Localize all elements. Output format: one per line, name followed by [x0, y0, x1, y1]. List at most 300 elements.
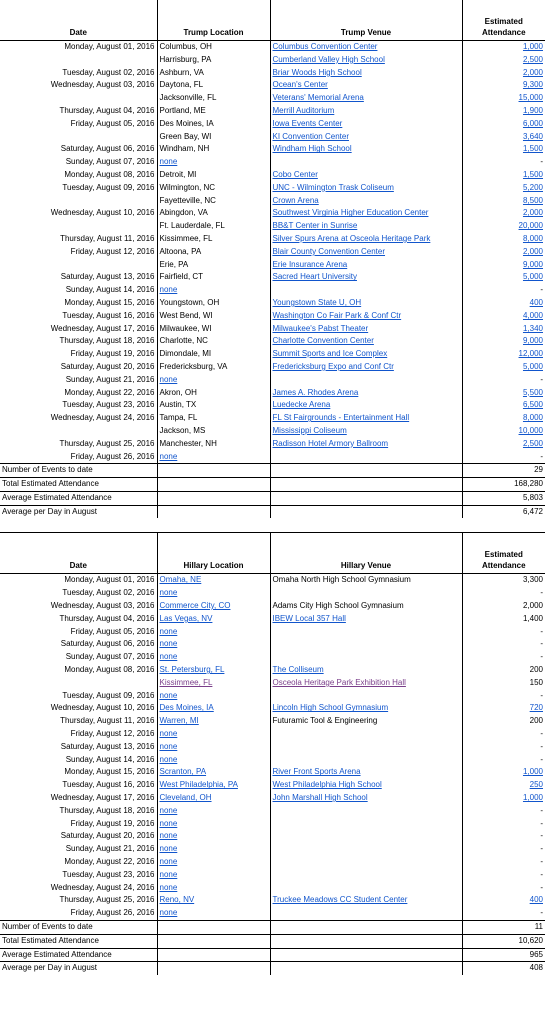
location-cell: Fredericksburg, VA — [157, 361, 270, 374]
location-cell[interactable]: none — [157, 651, 270, 664]
venue-cell[interactable]: James A. Rhodes Arena — [270, 387, 462, 400]
venue-cell — [270, 690, 462, 703]
venue-cell[interactable]: Mississippi Coliseum — [270, 425, 462, 438]
attendance-cell: 200 — [529, 665, 543, 675]
location-cell: Dimondale, MI — [157, 348, 270, 361]
summary-empty — [157, 464, 270, 478]
venue-cell — [270, 374, 462, 387]
date-cell: Tuesday, August 02, 2016 — [0, 67, 157, 80]
date-cell: Wednesday, August 24, 2016 — [0, 882, 157, 895]
location-cell[interactable]: none — [157, 284, 270, 297]
table-row — [0, 843, 545, 856]
table-row — [0, 741, 545, 754]
venue-cell[interactable]: West Philadelphia High School — [270, 779, 462, 792]
location-cell: Akron, OH — [157, 387, 270, 400]
date-cell: Sunday, August 14, 2016 — [0, 754, 157, 767]
date-cell: Monday, August 22, 2016 — [0, 387, 157, 400]
date-cell: Thursday, August 04, 2016 — [0, 613, 157, 626]
location-cell[interactable]: West Philadelphia, PA — [157, 779, 270, 792]
location-cell[interactable]: Commerce City, CO — [157, 600, 270, 613]
table-row — [0, 638, 545, 651]
venue-cell — [270, 830, 462, 843]
location-cell[interactable]: Cleveland, OH — [157, 792, 270, 805]
table-row — [0, 856, 545, 869]
venue-cell[interactable]: Fredericksburg Expo and Conf Ctr — [270, 361, 462, 374]
venue-cell[interactable]: Youngstown State U, OH — [270, 297, 462, 310]
attendance-cell: - — [540, 882, 543, 892]
table-row — [0, 361, 545, 374]
summary-empty — [270, 921, 462, 935]
table-row — [0, 67, 545, 80]
location-cell[interactable]: St. Petersburg, FL — [157, 664, 270, 677]
attendance-cell: 9,300 — [522, 80, 543, 90]
summary-label: Number of Events to date — [0, 464, 157, 478]
table-row — [0, 105, 545, 118]
attendance-cell: 12,000 — [518, 349, 543, 359]
table-row — [0, 613, 545, 626]
attendance-cell: 8,000 — [522, 413, 543, 423]
date-cell: Sunday, August 21, 2016 — [0, 843, 157, 856]
location-cell[interactable]: none — [157, 856, 270, 869]
venue-cell[interactable]: Charlotte Convention Center — [270, 335, 462, 348]
summary-label: Average Estimated Attendance — [0, 948, 157, 962]
location-cell: Des Moines, IA — [157, 118, 270, 131]
location-cell[interactable]: Warren, MI — [157, 715, 270, 728]
table-row — [0, 259, 545, 272]
venue-cell — [270, 587, 462, 600]
attendance-cell: 10,000 — [518, 425, 543, 435]
location-cell[interactable]: Omaha, NE — [157, 574, 270, 587]
summary-row — [0, 921, 545, 935]
table-row — [0, 143, 545, 156]
location-cell[interactable]: none — [157, 451, 270, 464]
hillary-table — [0, 532, 545, 975]
location-cell: West Bend, WI — [157, 310, 270, 323]
location-cell[interactable]: none — [157, 830, 270, 843]
location-cell: Altoona, PA — [157, 246, 270, 259]
summary-row — [0, 934, 545, 948]
date-cell — [0, 425, 157, 438]
table-row — [0, 574, 545, 587]
location-cell[interactable]: none — [157, 754, 270, 767]
attendance-cell: 9,000 — [522, 259, 543, 269]
venue-cell[interactable]: Columbus Convention Center — [270, 41, 462, 54]
summary-empty — [157, 478, 270, 492]
table-row — [0, 882, 545, 895]
location-cell: Jackson, MS — [157, 425, 270, 438]
attendance-cell: 6,000 — [522, 118, 543, 128]
date-cell: Wednesday, August 03, 2016 — [0, 600, 157, 613]
summary-value: 11 — [462, 921, 545, 935]
table-row — [0, 348, 545, 361]
date-cell: Friday, August 19, 2016 — [0, 818, 157, 831]
summary-empty — [270, 505, 462, 518]
date-cell: Wednesday, August 10, 2016 — [0, 702, 157, 715]
date-cell: Tuesday, August 09, 2016 — [0, 182, 157, 195]
attendance-cell: 1,500 — [522, 169, 543, 179]
location-cell: Ft. Lauderdale, FL — [157, 220, 270, 233]
summary-empty — [270, 478, 462, 492]
attendance-cell: 400 — [529, 895, 543, 905]
table-row — [0, 792, 545, 805]
table-row — [0, 54, 545, 67]
venue-cell[interactable]: Crown Arena — [270, 195, 462, 208]
location-cell[interactable]: none — [157, 843, 270, 856]
table-row — [0, 412, 545, 425]
location-cell: Harrisburg, PA — [157, 54, 270, 67]
date-cell: Sunday, August 21, 2016 — [0, 374, 157, 387]
date-cell: Thursday, August 04, 2016 — [0, 105, 157, 118]
location-cell[interactable]: none — [157, 638, 270, 651]
venue-cell — [270, 626, 462, 639]
date-cell: Friday, August 05, 2016 — [0, 118, 157, 131]
attendance-cell: 3,300 — [522, 575, 543, 585]
table-row — [0, 310, 545, 323]
location-cell[interactable]: none — [157, 690, 270, 703]
venue-cell[interactable]: Summit Sports and Ice Complex — [270, 348, 462, 361]
location-cell[interactable]: none — [157, 728, 270, 741]
table-row — [0, 246, 545, 259]
summary-label: Number of Events to date — [0, 921, 157, 935]
date-cell — [0, 220, 157, 233]
date-cell: Monday, August 01, 2016 — [0, 41, 157, 54]
attendance-cell: 150 — [529, 677, 543, 687]
date-cell — [0, 195, 157, 208]
table-row — [0, 323, 545, 336]
date-cell: Tuesday, August 16, 2016 — [0, 310, 157, 323]
location-cell: Milwaukee, WI — [157, 323, 270, 336]
header-attendance: Estimated Attendance — [462, 533, 545, 574]
table-row — [0, 451, 545, 464]
attendance-cell: 15,000 — [518, 93, 543, 103]
location-cell[interactable]: none — [157, 374, 270, 387]
table-row — [0, 169, 545, 182]
date-cell: Wednesday, August 17, 2016 — [0, 792, 157, 805]
date-cell: Friday, August 19, 2016 — [0, 348, 157, 361]
venue-cell[interactable]: Silver Spurs Arena at Osceola Heritage Park — [270, 233, 462, 246]
venue-cell[interactable]: Merrill Auditorium — [270, 105, 462, 118]
attendance-cell: - — [540, 831, 543, 841]
date-cell: Saturday, August 06, 2016 — [0, 143, 157, 156]
summary-empty — [157, 962, 270, 975]
venue-cell[interactable]: Sacred Heart University — [270, 271, 462, 284]
attendance-cell: 5,500 — [522, 387, 543, 397]
attendance-cell: 3,640 — [522, 131, 543, 141]
table-row — [0, 715, 545, 728]
date-cell: Friday, August 26, 2016 — [0, 907, 157, 920]
summary-empty — [157, 505, 270, 518]
summary-value: 168,280 — [462, 478, 545, 492]
date-cell: Sunday, August 07, 2016 — [0, 156, 157, 169]
venue-cell[interactable]: Osceola Heritage Park Exhibition Hall — [270, 677, 462, 690]
summary-label: Total Estimated Attendance — [0, 478, 157, 492]
table-row — [0, 587, 545, 600]
table-row — [0, 220, 545, 233]
attendance-cell: - — [540, 805, 543, 815]
location-cell[interactable]: none — [157, 882, 270, 895]
summary-value: 29 — [462, 464, 545, 478]
venue-cell[interactable]: Southwest Virginia Higher Education Center — [270, 207, 462, 220]
date-cell: Friday, August 26, 2016 — [0, 451, 157, 464]
date-cell: Monday, August 08, 2016 — [0, 169, 157, 182]
venue-cell — [270, 651, 462, 664]
date-cell: Monday, August 08, 2016 — [0, 664, 157, 677]
summary-value: 965 — [462, 948, 545, 962]
location-cell[interactable]: Kissimmee, FL — [157, 677, 270, 690]
venue-cell[interactable]: UNC - Wilmington Trask Coliseum — [270, 182, 462, 195]
summary-row — [0, 948, 545, 962]
summary-value: 10,620 — [462, 934, 545, 948]
table-row — [0, 766, 545, 779]
table-row — [0, 779, 545, 792]
attendance-cell: 1,400 — [522, 613, 543, 623]
venue-cell — [270, 741, 462, 754]
summary-empty — [270, 934, 462, 948]
attendance-cell: 2,000 — [522, 67, 543, 77]
attendance-cell: - — [540, 754, 543, 764]
attendance-cell: 6,500 — [522, 400, 543, 410]
date-cell: Wednesday, August 17, 2016 — [0, 323, 157, 336]
venue-cell[interactable]: Iowa Events Center — [270, 118, 462, 131]
table-row — [0, 156, 545, 169]
attendance-cell: 250 — [529, 780, 543, 790]
location-cell: Manchester, NH — [157, 438, 270, 451]
location-cell: Wilmington, NC — [157, 182, 270, 195]
summary-label: Average per Day in August — [0, 505, 157, 518]
date-cell: Saturday, August 13, 2016 — [0, 741, 157, 754]
location-cell[interactable]: none — [157, 156, 270, 169]
venue-cell[interactable]: Ocean's Center — [270, 79, 462, 92]
venue-cell — [270, 805, 462, 818]
location-cell: Jacksonville, FL — [157, 92, 270, 105]
venue-cell[interactable]: Blair County Convention Center — [270, 246, 462, 259]
attendance-cell: 200 — [529, 716, 543, 726]
date-cell: Monday, August 22, 2016 — [0, 856, 157, 869]
venue-cell[interactable]: Briar Woods High School — [270, 67, 462, 80]
table-row — [0, 600, 545, 613]
date-cell: Monday, August 01, 2016 — [0, 574, 157, 587]
attendance-cell: - — [540, 908, 543, 918]
attendance-cell: - — [540, 588, 543, 598]
attendance-cell: 1,900 — [522, 105, 543, 115]
date-cell: Wednesday, August 10, 2016 — [0, 207, 157, 220]
location-cell[interactable]: none — [157, 741, 270, 754]
venue-cell[interactable]: Cobo Center — [270, 169, 462, 182]
venue-cell[interactable]: Erie Insurance Arena — [270, 259, 462, 272]
venue-cell[interactable]: Radisson Hotel Armory Ballroom — [270, 438, 462, 451]
location-cell: Ashburn, VA — [157, 67, 270, 80]
table-row — [0, 297, 545, 310]
attendance-cell: 5,000 — [522, 272, 543, 282]
table-row — [0, 690, 545, 703]
table-row — [0, 233, 545, 246]
venue-cell[interactable]: Veterans' Memorial Arena — [270, 92, 462, 105]
date-cell: Thursday, August 25, 2016 — [0, 894, 157, 907]
venue-cell[interactable]: Luedecke Arena — [270, 399, 462, 412]
date-cell: Tuesday, August 23, 2016 — [0, 399, 157, 412]
date-cell: Tuesday, August 09, 2016 — [0, 690, 157, 703]
date-cell: Friday, August 12, 2016 — [0, 246, 157, 259]
location-cell[interactable]: none — [157, 818, 270, 831]
location-cell[interactable]: Las Vegas, NV — [157, 613, 270, 626]
venue-cell[interactable]: John Marshall High School — [270, 792, 462, 805]
venue-cell — [270, 869, 462, 882]
header-location: Trump Location — [157, 0, 270, 41]
table-row — [0, 626, 545, 639]
summary-empty — [270, 962, 462, 975]
location-cell: Columbus, OH — [157, 41, 270, 54]
location-cell[interactable]: none — [157, 907, 270, 920]
venue-cell — [270, 843, 462, 856]
location-cell: Erie, PA — [157, 259, 270, 272]
attendance-cell: - — [540, 690, 543, 700]
location-cell[interactable]: none — [157, 626, 270, 639]
header-location: Hillary Location — [157, 533, 270, 574]
summary-label: Average Estimated Attendance — [0, 491, 157, 505]
location-cell: Green Bay, WI — [157, 131, 270, 144]
attendance-cell: - — [540, 157, 543, 167]
date-cell: Thursday, August 25, 2016 — [0, 438, 157, 451]
date-cell: Tuesday, August 02, 2016 — [0, 587, 157, 600]
table-row — [0, 869, 545, 882]
venue-cell — [270, 638, 462, 651]
venue-cell — [270, 728, 462, 741]
location-cell: Daytona, FL — [157, 79, 270, 92]
table-row — [0, 374, 545, 387]
date-cell: Thursday, August 18, 2016 — [0, 805, 157, 818]
attendance-cell: 1,000 — [522, 42, 543, 51]
table-row — [0, 399, 545, 412]
table-row — [0, 830, 545, 843]
venue-cell[interactable]: Windham High School — [270, 143, 462, 156]
venue-cell[interactable]: Washington Co Fair Park & Conf Ctr — [270, 310, 462, 323]
date-cell: Sunday, August 14, 2016 — [0, 284, 157, 297]
summary-row — [0, 962, 545, 975]
attendance-cell: 400 — [529, 297, 543, 307]
table-row — [0, 207, 545, 220]
date-cell: Saturday, August 20, 2016 — [0, 830, 157, 843]
venue-cell[interactable]: Lincoln High School Gymnasium — [270, 702, 462, 715]
location-cell: Youngstown, OH — [157, 297, 270, 310]
summary-value: 6,472 — [462, 505, 545, 518]
summary-row — [0, 491, 545, 505]
summary-empty — [157, 948, 270, 962]
attendance-cell: - — [540, 741, 543, 751]
header-date: Date — [0, 533, 157, 574]
attendance-cell: 20,000 — [518, 221, 543, 231]
location-cell: Windham, NH — [157, 143, 270, 156]
venue-cell — [270, 882, 462, 895]
attendance-cell: 8,000 — [522, 233, 543, 243]
header-venue: Trump Venue — [270, 0, 462, 41]
venue-cell[interactable]: FL St Fairgrounds - Entertainment Hall — [270, 412, 462, 425]
date-cell: Saturday, August 13, 2016 — [0, 271, 157, 284]
attendance-cell: 5,200 — [522, 182, 543, 192]
attendance-cell: 2,000 — [522, 601, 543, 611]
date-cell — [0, 259, 157, 272]
attendance-cell: 4,000 — [522, 310, 543, 320]
table-row — [0, 79, 545, 92]
attendance-cell: 2,500 — [522, 438, 543, 448]
attendance-cell: 8,500 — [522, 195, 543, 205]
table-row — [0, 818, 545, 831]
venue-cell[interactable]: IBEW Local 357 Hall — [270, 613, 462, 626]
venue-cell[interactable]: Cumberland Valley High School — [270, 54, 462, 67]
header-attendance: Estimated Attendance — [462, 0, 545, 41]
location-cell[interactable]: none — [157, 587, 270, 600]
attendance-cell: 5,000 — [522, 361, 543, 371]
date-cell: Wednesday, August 03, 2016 — [0, 79, 157, 92]
date-cell — [0, 131, 157, 144]
date-cell: Thursday, August 11, 2016 — [0, 715, 157, 728]
venue-cell[interactable]: Milwaukee's Pabst Theater — [270, 323, 462, 336]
date-cell: Friday, August 12, 2016 — [0, 728, 157, 741]
venue-cell[interactable]: River Front Sports Arena — [270, 766, 462, 779]
date-cell: Saturday, August 20, 2016 — [0, 361, 157, 374]
venue-cell: Adams City High School Gymnasium — [270, 600, 462, 613]
location-cell[interactable]: Des Moines, IA — [157, 702, 270, 715]
date-cell — [0, 92, 157, 105]
location-cell: Portland, ME — [157, 105, 270, 118]
location-cell[interactable]: Scranton, PA — [157, 766, 270, 779]
date-cell: Thursday, August 11, 2016 — [0, 233, 157, 246]
table-row — [0, 41, 545, 54]
date-cell: Tuesday, August 16, 2016 — [0, 779, 157, 792]
table-row — [0, 702, 545, 715]
summary-empty — [270, 491, 462, 505]
header-date: Date — [0, 0, 157, 41]
attendance-cell: - — [540, 857, 543, 867]
attendance-cell: - — [540, 818, 543, 828]
attendance-cell: 2,000 — [522, 246, 543, 256]
location-cell: Kissimmee, FL — [157, 233, 270, 246]
summary-row — [0, 505, 545, 518]
attendance-cell: - — [540, 869, 543, 879]
venue-cell — [270, 907, 462, 920]
summary-value: 5,803 — [462, 491, 545, 505]
summary-row — [0, 464, 545, 478]
date-cell — [0, 54, 157, 67]
venue-cell[interactable]: The Colliseum — [270, 664, 462, 677]
table-row — [0, 387, 545, 400]
table-row — [0, 131, 545, 144]
attendance-cell: 720 — [529, 703, 543, 713]
venue-cell[interactable]: KI Convention Center — [270, 131, 462, 144]
location-cell[interactable]: none — [157, 805, 270, 818]
location-cell: Tampa, FL — [157, 412, 270, 425]
attendance-cell: 1,500 — [522, 144, 543, 154]
venue-cell — [270, 754, 462, 767]
venue-cell — [270, 451, 462, 464]
table-gap — [0, 518, 545, 532]
attendance-cell: 2,000 — [522, 208, 543, 218]
venue-cell[interactable]: Truckee Meadows CC Student Center — [270, 894, 462, 907]
attendance-cell: 2,500 — [522, 54, 543, 64]
location-cell[interactable]: none — [157, 869, 270, 882]
venue-cell — [270, 284, 462, 297]
location-cell[interactable]: Reno, NV — [157, 894, 270, 907]
attendance-cell: 1,340 — [522, 323, 543, 333]
summary-empty — [157, 921, 270, 935]
location-cell: Austin, TX — [157, 399, 270, 412]
summary-empty — [270, 948, 462, 962]
venue-cell[interactable]: BB&T Center in Sunrise — [270, 220, 462, 233]
location-cell: Charlotte, NC — [157, 335, 270, 348]
date-cell: Saturday, August 06, 2016 — [0, 638, 157, 651]
summary-empty — [270, 464, 462, 478]
location-cell: Abingdon, VA — [157, 207, 270, 220]
venue-cell — [270, 856, 462, 869]
